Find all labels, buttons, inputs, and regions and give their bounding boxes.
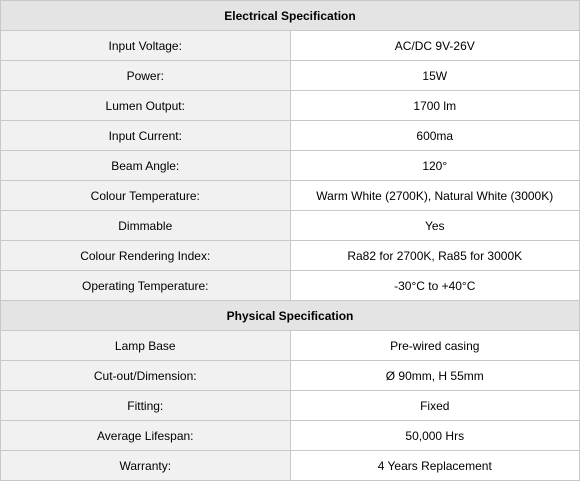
dimmable-value: Yes	[290, 211, 580, 241]
dimmable-label: Dimmable	[1, 211, 291, 241]
input-current-label: Input Current:	[1, 121, 291, 151]
colour-rendering-index-value: Ra82 for 2700K, Ra85 for 3000K	[290, 241, 580, 271]
table-row	[1, 211, 580, 241]
table-row	[1, 181, 580, 211]
input-voltage-label: Input Voltage:	[1, 31, 291, 61]
warranty-label: Warranty:	[1, 451, 291, 481]
lumen-output-label: Lumen Output:	[1, 91, 291, 121]
section-header-row	[1, 1, 580, 31]
table-row	[1, 151, 580, 181]
section-header-row	[1, 301, 580, 331]
average-lifespan-value: 50,000 Hrs	[290, 421, 580, 451]
average-lifespan-label: Average Lifespan:	[1, 421, 291, 451]
warranty-value: 4 Years Replacement	[290, 451, 580, 481]
lumen-output-value: 1700 lm	[290, 91, 580, 121]
table-row	[1, 271, 580, 301]
fitting-value: Fixed	[290, 391, 580, 421]
colour-temperature-label: Colour Temperature:	[1, 181, 291, 211]
input-voltage-value: AC/DC 9V-26V	[290, 31, 580, 61]
cut-out-dimension-label: Cut-out/Dimension:	[1, 361, 291, 391]
lamp-base-value: Pre-wired casing	[290, 331, 580, 361]
physical-specification-heading: Physical Specification	[1, 301, 580, 331]
lamp-base-label: Lamp Base	[1, 331, 291, 361]
table-row	[1, 391, 580, 421]
beam-angle-value: 120°	[290, 151, 580, 181]
operating-temperature-value: -30°C to +40°C	[290, 271, 580, 301]
colour-rendering-index-label: Colour Rendering Index:	[1, 241, 291, 271]
electrical-specification-heading: Electrical Specification	[1, 1, 580, 31]
table-row	[1, 61, 580, 91]
cut-out-dimension-value: Ø 90mm, H 55mm	[290, 361, 580, 391]
table-row	[1, 91, 580, 121]
colour-temperature-value: Warm White (2700K), Natural White (3000K)	[290, 181, 580, 211]
table-row	[1, 121, 580, 151]
table-row	[1, 361, 580, 391]
power-value: 15W	[290, 61, 580, 91]
beam-angle-label: Beam Angle:	[1, 151, 291, 181]
table-row	[1, 451, 580, 481]
table-row	[1, 331, 580, 361]
fitting-label: Fitting:	[1, 391, 291, 421]
table-row	[1, 241, 580, 271]
table-row	[1, 421, 580, 451]
operating-temperature-label: Operating Temperature:	[1, 271, 291, 301]
input-current-value: 600ma	[290, 121, 580, 151]
table-row	[1, 31, 580, 61]
power-label: Power:	[1, 61, 291, 91]
